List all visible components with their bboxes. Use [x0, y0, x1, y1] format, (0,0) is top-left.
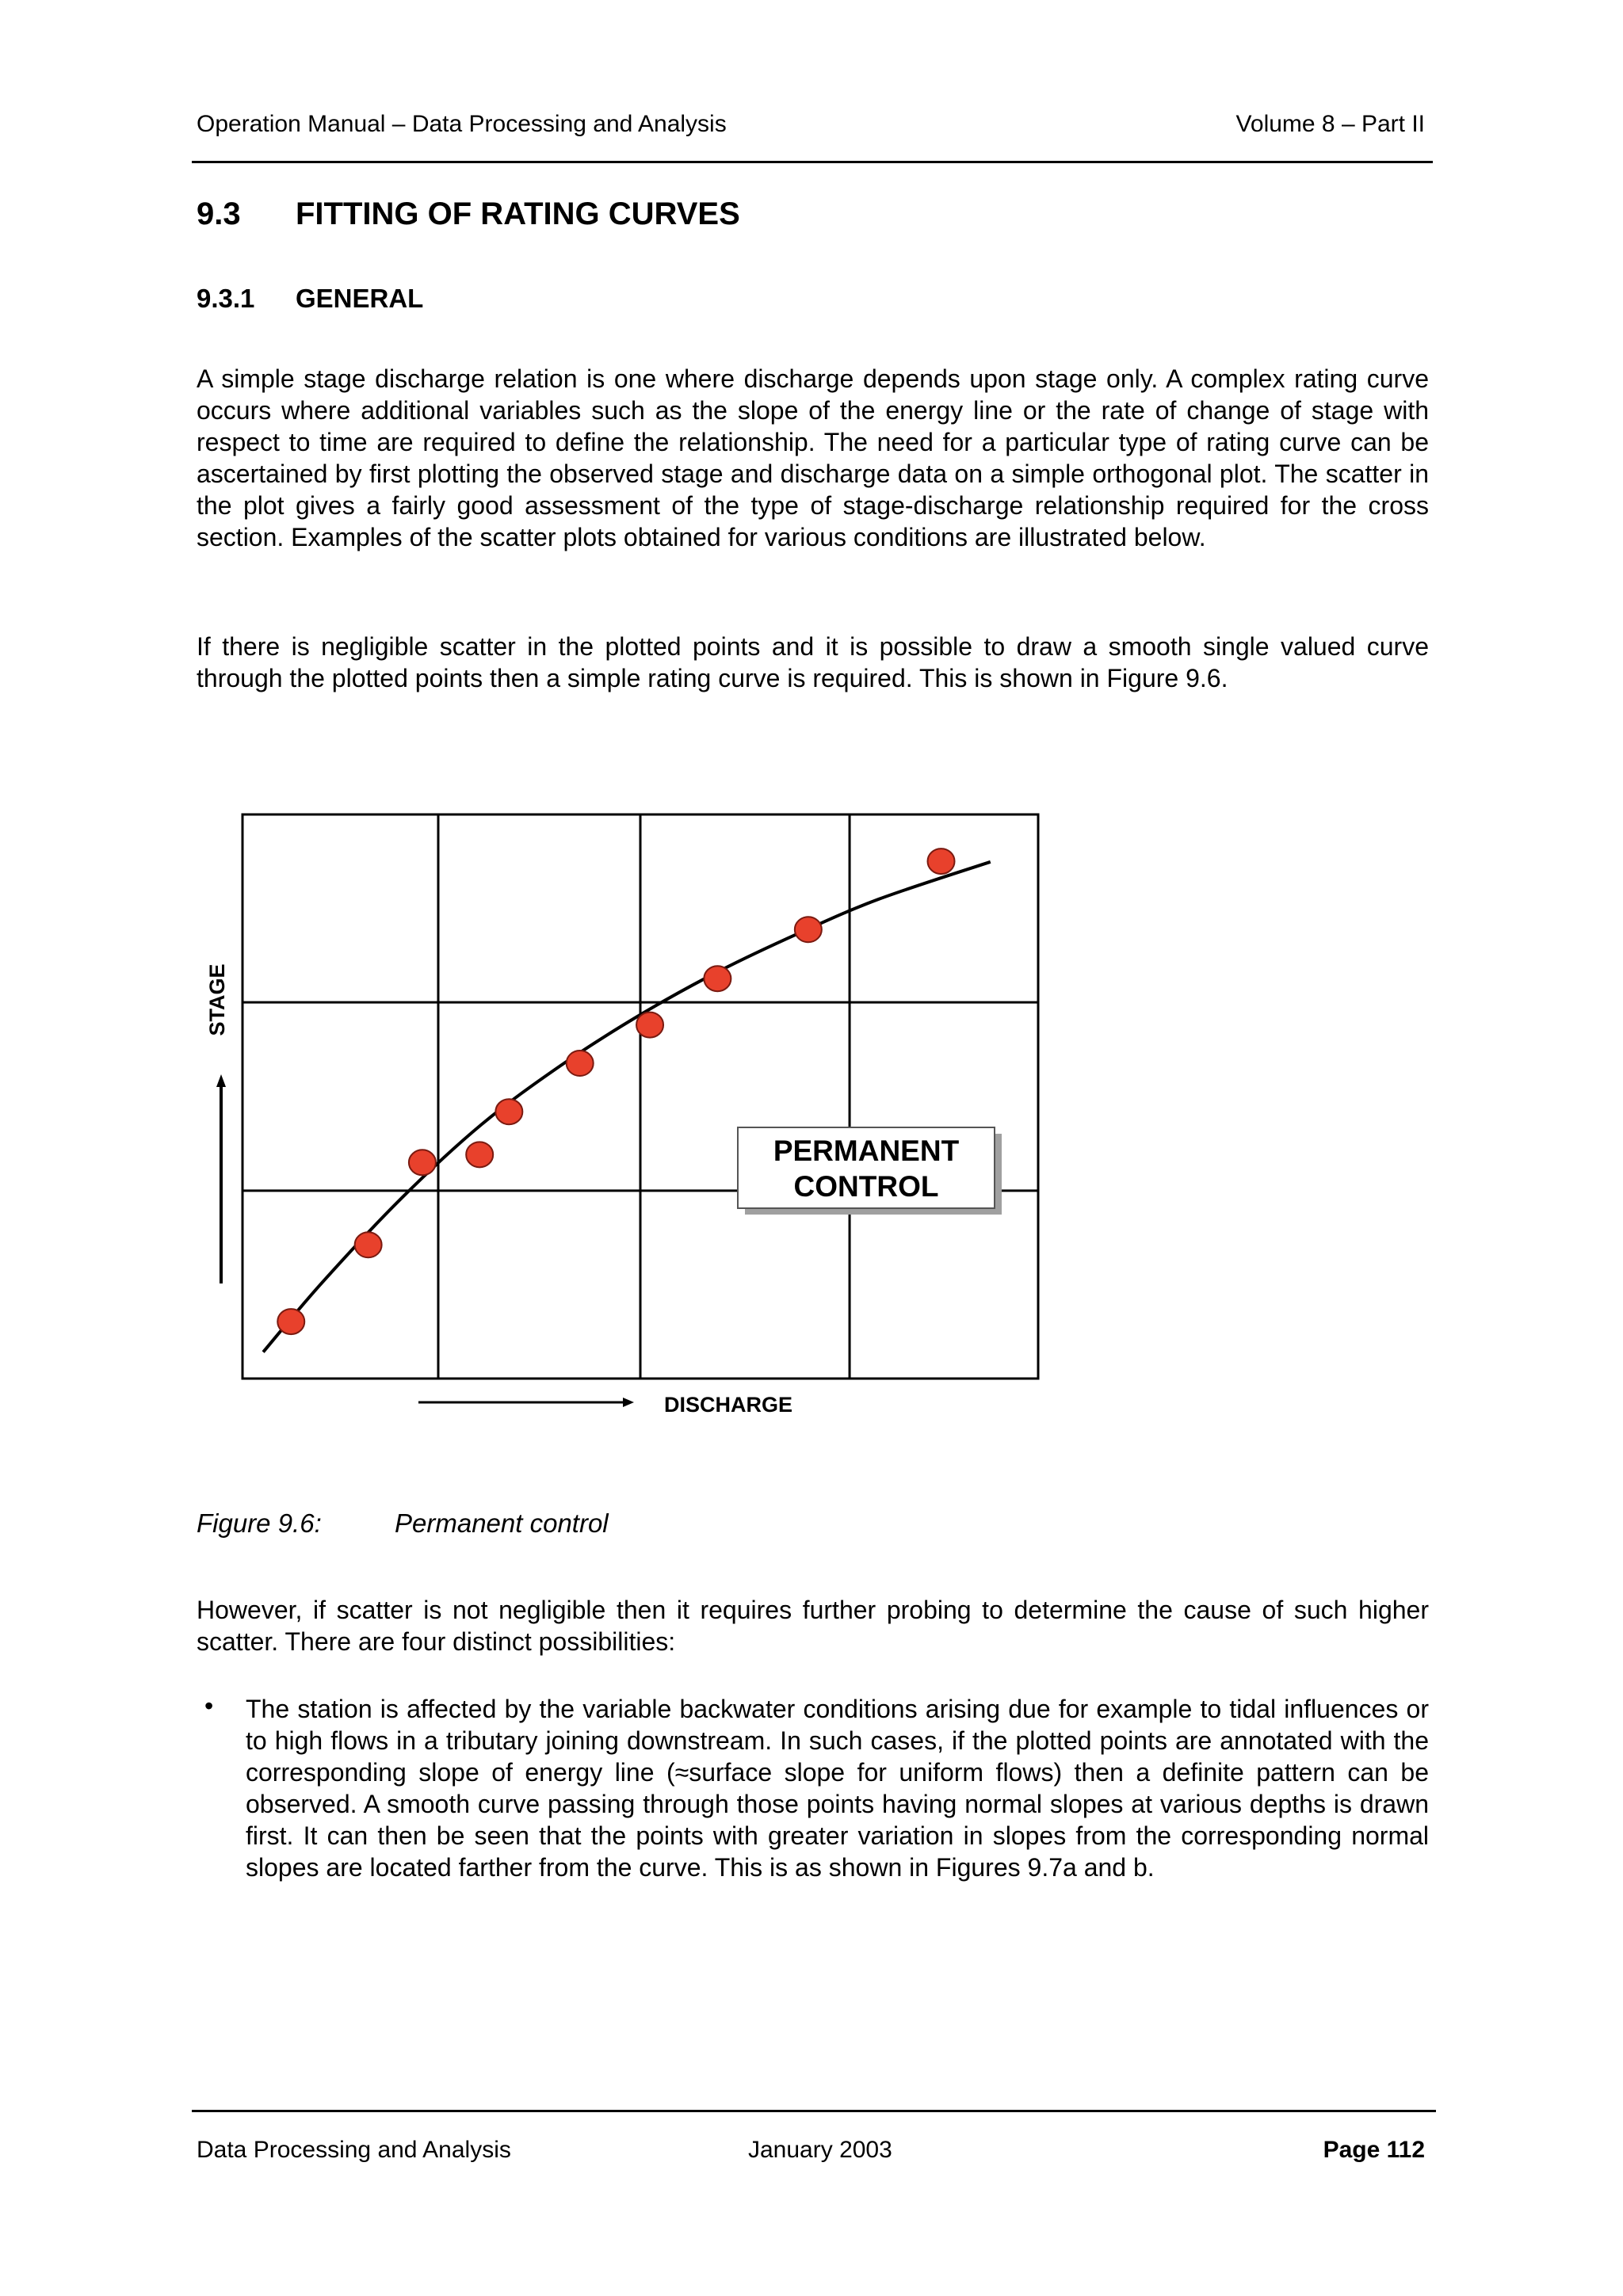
- section-number: 9.3: [197, 196, 241, 231]
- data-point-3: [409, 1150, 436, 1175]
- running-footer: [197, 2137, 1425, 2164]
- data-point-10: [928, 849, 955, 874]
- data-point-1: [277, 1309, 304, 1334]
- subsection-number: 9.3.1: [197, 284, 255, 313]
- data-point-7: [636, 1013, 663, 1038]
- footer-center: January 2003: [748, 2137, 892, 2163]
- rating-curve-line: [263, 862, 991, 1352]
- x-axis-label: DISCHARGE: [664, 1393, 793, 1417]
- header-left: Operation Manual – Data Processing and Analysis: [197, 111, 727, 137]
- footer-rule: [192, 2110, 1436, 2112]
- chart-grid: [242, 814, 1038, 1379]
- figure-caption: [197, 1508, 609, 1539]
- paragraph-1: A simple stage discharge relation is one where discharge depends upon stage only. A complex rating curve occurs where additional variables such as the slope of the energy line or the rate of change of stage with respect to time are required to define the relationship. The need for a particular type of rating curve can be ascertained by first plotting the observed stage and discharge data on a simple orthogonal plot. The scatter in the plot gives a fairly good assessment of the type of stage-discharge relationship required for the cross section. Examples of the scatter plots obtained for various conditions are illustrated below.: [197, 364, 1429, 551]
- data-point-6: [567, 1051, 594, 1076]
- bullet-symbol: •: [204, 1691, 214, 1720]
- footer-left: Data Processing and Analysis: [197, 2137, 511, 2163]
- data-point-2: [355, 1232, 382, 1257]
- data-point-5: [495, 1099, 522, 1124]
- paragraph-2: If there is negligible scatter in the plotted points and it is possible to draw a smooth single valued curve through the plotted points then a simple rating curve is required. This is shown in Figure 9.6.: [197, 632, 1429, 692]
- bullet-text: The station is affected by the variable backwater conditions arising due for example to tidal influences or to high flows in a tributary joining downstream. In such cases, if the plotted points are annotated with the corresponding slope of energy line (≈surface slope for uniform flows) then a definite pattern can be observed. A smooth curve passing through those points having normal slopes at various depths is drawn first. It can then be seen that the points with greater variation in slopes from the corresponding normal slopes are located farther from the curve. This is as shown in Figures 9.7a and b.: [246, 1695, 1429, 1882]
- subsection-title: GENERAL: [296, 284, 424, 313]
- figure-label: Figure 9.6:: [197, 1508, 322, 1538]
- annotation-box: [738, 1127, 1002, 1215]
- annotation-line-2: CONTROL: [793, 1170, 939, 1203]
- section-title: FITTING OF RATING CURVES: [296, 196, 740, 231]
- y-axis-label-group: [205, 963, 229, 1283]
- data-point-8: [704, 966, 731, 991]
- paragraph-3: However, if scatter is not negligible then it requires further probing to determine the cause of such higher scatter. There are four distinct possibilities:: [197, 1596, 1429, 1656]
- data-point-4: [466, 1142, 493, 1167]
- x-axis-arrow-head: [623, 1398, 634, 1407]
- annotation-line-1: PERMANENT: [773, 1135, 960, 1167]
- figure-caption-text: Permanent control: [395, 1508, 609, 1538]
- y-axis-label: STAGE: [205, 963, 229, 1036]
- header-right: Volume 8 – Part II: [1235, 111, 1425, 137]
- x-axis-label-group: [418, 1393, 792, 1417]
- y-axis-arrow-head: [216, 1074, 226, 1087]
- data-point-9: [795, 917, 822, 942]
- observation-points: [277, 849, 954, 1334]
- footer-page-number: Page 112: [1323, 2137, 1425, 2163]
